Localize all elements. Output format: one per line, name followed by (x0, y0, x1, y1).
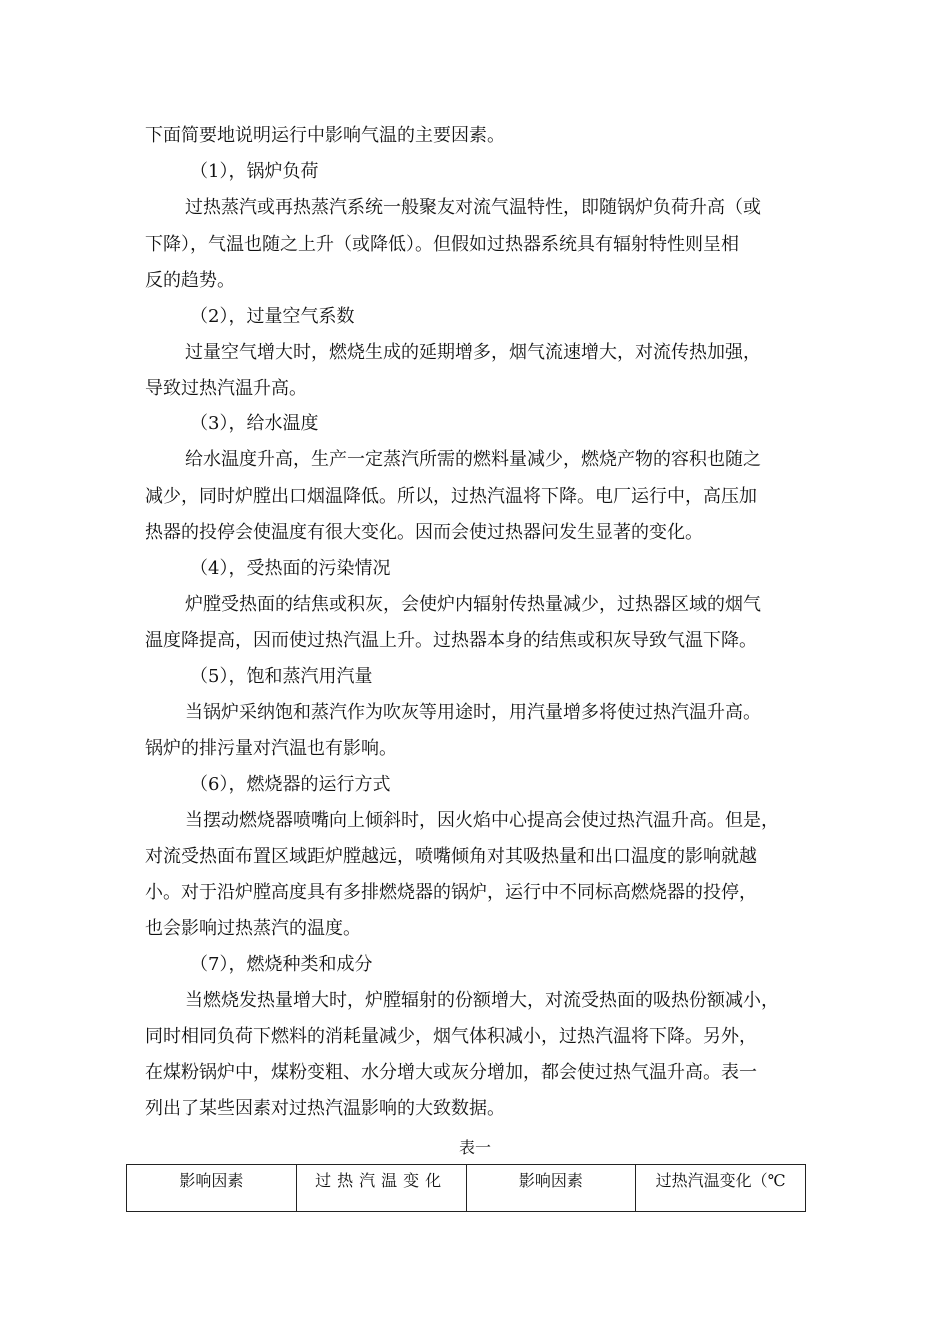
paragraph-line: 反的趋势。 (145, 270, 235, 291)
paragraph-line: 当燃烧发热量增大时，炉膛辐射的份额增大，对流受热面的吸热份额减小， (185, 990, 779, 1011)
section-heading-surface-fouling: （4），受热面的污染情况 (190, 558, 391, 579)
paragraph-line: 当锅炉采纳饱和蒸汽作为吹灰等用途时，用汽量增多将使过热汽温升高。 (185, 702, 761, 723)
intro-line: 下面简要地说明运行中影响气温的主要因素。 (145, 125, 505, 146)
paragraph-line: 在煤粉锅炉中，煤粉变粗、水分增大或灰分增加，都会使过热气温升高。表一 (145, 1062, 757, 1083)
section-heading-saturated-steam: （5），饱和蒸汽用汽量 (190, 666, 373, 687)
paragraph-line: 导致过热汽温升高。 (145, 378, 307, 399)
section-heading-boiler-load: （1），锅炉负荷 (190, 161, 319, 182)
paragraph-line: 过量空气增大时，燃烧生成的延期增多，烟气流速增大，对流传热加强， (185, 342, 761, 363)
section-heading-burner-operation: （6），燃烧器的运行方式 (190, 774, 391, 795)
paragraph-line: 炉膛受热面的结焦或积灰，会使炉内辐射传热量减少，过热器区域的烟气 (185, 594, 761, 615)
table-header-row (127, 1165, 806, 1212)
section-heading-feedwater-temp: （3），给水温度 (190, 413, 319, 434)
table-header-cell: 过热汽温变化 (296, 1165, 466, 1212)
paragraph-line: 同时相同负荷下燃料的消耗量减少，烟气体积减小，过热汽温将下降。另外， (145, 1026, 757, 1047)
table-header-cell: 影响因素 (127, 1165, 297, 1212)
paragraph-line: 对流受热面布置区域距炉膛越远，喷嘴倾角对其吸热量和出口温度的影响就越 (145, 846, 757, 867)
table-header-cell: 影响因素 (466, 1165, 636, 1212)
section-heading-excess-air: （2），过量空气系数 (190, 306, 355, 327)
table-caption: 表一 (458, 1138, 491, 1157)
paragraph-line: 热器的投停会使温度有很大变化。因而会使过热器问发生显著的变化。 (145, 522, 703, 543)
paragraph-line: 也会影响过热蒸汽的温度。 (145, 918, 361, 939)
paragraph-line: 列出了某些因素对过热汽温影响的大致数据。 (145, 1098, 505, 1119)
paragraph-line: 当摆动燃烧器喷嘴向上倾斜时，因火焰中心提高会使过热汽温升高。但是， (185, 810, 779, 831)
paragraph-line: 过热蒸汽或再热蒸汽系统一般聚友对流气温特性，即随锅炉负荷升高（或 (185, 197, 761, 218)
factor-table (126, 1164, 806, 1212)
paragraph-line: 减少，同时炉膛出口烟温降低。所以，过热汽温将下降。电厂运行中，高压加 (145, 486, 757, 507)
paragraph-line: 下降），气温也随之上升（或降低）。但假如过热器系统具有辐射特性则呈相 (145, 234, 739, 255)
section-heading-fuel-type: （7），燃烧种类和成分 (190, 954, 373, 975)
paragraph-line: 锅炉的排污量对汽温也有影响。 (145, 738, 397, 759)
paragraph-line: 小。对于沿炉膛高度具有多排燃烧器的锅炉，运行中不同标高燃烧器的投停， (145, 882, 757, 903)
paragraph-line: 给水温度升高，生产一定蒸汽所需的燃料量减少，燃烧产物的容积也随之 (185, 449, 761, 470)
table-header-cell: 过热汽温变化（℃ (636, 1165, 806, 1212)
paragraph-line: 温度降提高，因而使过热汽温上升。过热器本身的结焦或积灰导致气温下降。 (145, 630, 757, 651)
